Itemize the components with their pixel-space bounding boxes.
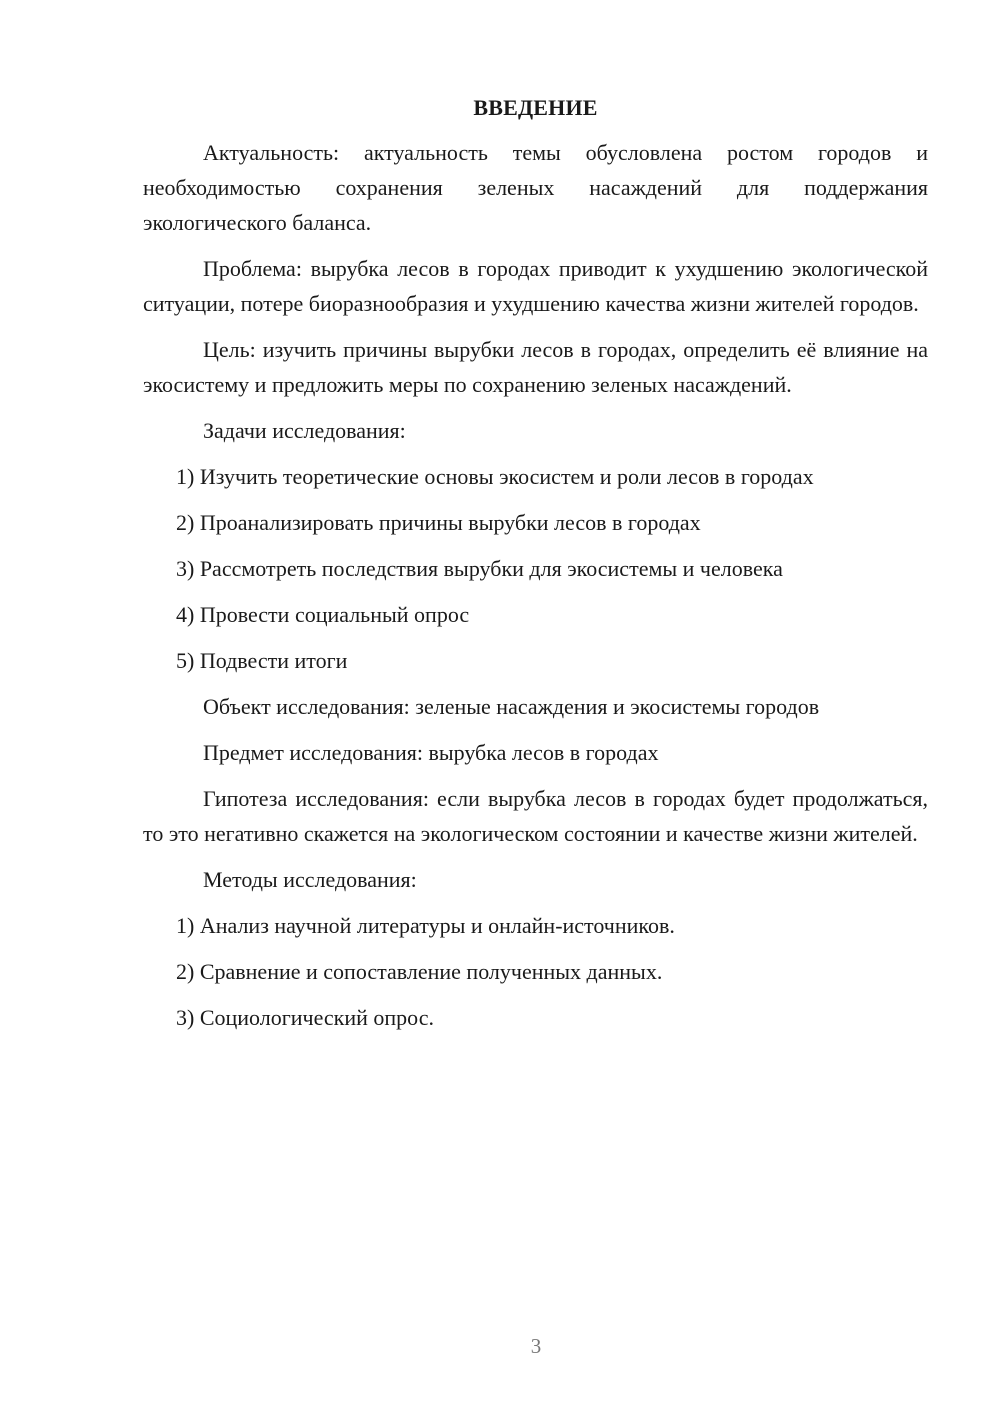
method-item: 1) Анализ научной литературы и онлайн-источников. <box>176 913 675 938</box>
page-number: 3 <box>530 1334 542 1358</box>
relevance-paragraph: Актуальность: актуальность темы обусловлена ростом городов и необходимостью сохранения зеленых насаждений для поддержания экологического баланса. <box>143 140 928 235</box>
problem-paragraph: Проблема: вырубка лесов в городах приводит к ухудшению экологической ситуации, потере биоразнообразия и ухудшению качества жизни жителей городов. <box>143 256 928 316</box>
page-content <box>143 90 928 1046</box>
task-item: 2) Проанализировать причины вырубки лесов в городах <box>176 510 701 535</box>
object-paragraph: Объект исследования: зеленые насаждения и экосистемы городов <box>203 694 820 719</box>
methods-list <box>143 908 928 1035</box>
methods-label: Методы исследования: <box>203 867 417 892</box>
task-item: 1) Изучить теоретические основы экосистем и роли лесов в городах <box>176 464 814 489</box>
subject-paragraph: Предмет исследования: вырубка лесов в городах <box>203 740 659 765</box>
tasks-list <box>143 459 928 678</box>
task-item: 4) Провести социальный опрос <box>176 602 470 627</box>
goal-paragraph: Цель: изучить причины вырубки лесов в городах, определить её влияние на экосистему и предложить меры по сохранению зеленых насаждений. <box>143 337 928 397</box>
method-item: 3) Социологический опрос. <box>176 1005 434 1030</box>
task-item: 5) Подвести итоги <box>176 648 348 673</box>
hypothesis-paragraph: Гипотеза исследования: если вырубка лесов в городах будет продолжаться, то это негативно скажется на экологическом состоянии и качестве жизни жителей. <box>143 786 928 846</box>
tasks-label: Задачи исследования: <box>203 418 406 443</box>
method-item: 2) Сравнение и сопоставление полученных данных. <box>176 959 663 984</box>
section-heading: ВВЕДЕНИЕ <box>473 95 598 120</box>
task-item: 3) Рассмотреть последствия вырубки для экосистемы и человека <box>176 556 783 581</box>
